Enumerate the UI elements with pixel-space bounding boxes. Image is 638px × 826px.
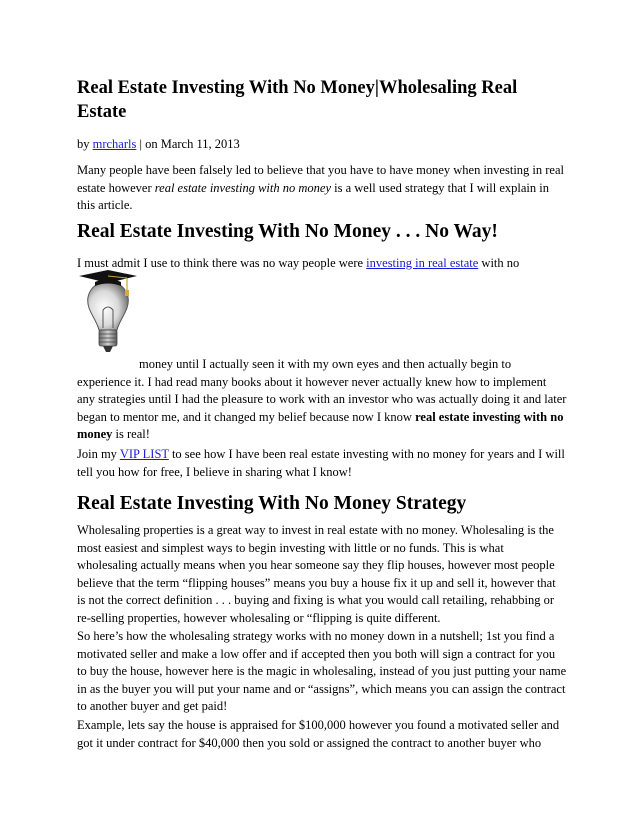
section-heading-strategy: Real Estate Investing With No Money Strategy (77, 493, 467, 514)
section1-text: I must admit I use to think there was no way people were (77, 256, 367, 270)
section1-paragraph (77, 356, 567, 444)
vip-text-end: to see how I have been real estate investing with no money for years and I will tell you how for free, I believe in sharing what I know! (77, 447, 565, 479)
intro-text-end: is a well used strategy that I will explain in this article. (77, 180, 550, 212)
section1-bold: real estate investing with no money (77, 409, 564, 441)
section1-body: money until I actually seen it with my own eyes and then actually begin to experience it. I had read many books about it however never actually knew how to implement any strategies until I had the pleasure to work with an investor who was actually doing it and later began to mentor me, and it changed my belief because now I know (77, 357, 567, 424)
intro-text: Many people have been falsely led to believe that you have to have money when investing in real estate however (77, 163, 564, 195)
vip-text: Join my (77, 447, 120, 461)
section-heading-no-way: Real Estate Investing With No Money . . . No Way! (77, 221, 498, 242)
strategy-paragraph-2: So here’s how the wholesaling strategy works with no money down in a nutshell; 1st you find a motivated seller and make a low offer and if accepted then you both will sign a contract for you to buy the house, however here is the magic in wholesaling, instead of you just putting your name in as the buyer you will put your name and or “assigns”, which means you can assign the contract to another buyer and get paid! (77, 629, 567, 713)
investing-link[interactable]: investing in real estate (366, 256, 479, 270)
vip-paragraph (77, 446, 567, 481)
author-link[interactable]: mrcharls (92, 137, 137, 151)
byline-date: | on March 11, 2013 (136, 137, 240, 151)
strategy-paragraph-3: Example, lets say the house is appraised for $100,000 however you found a motivated seller and got it under contract for $40,000 then you sold or assigned the contract to another buyer who (77, 718, 560, 750)
intro-paragraph (77, 162, 567, 215)
section1-body-end: is real! (112, 427, 150, 441)
strategy-paragraph-1: Wholesaling properties is a great way to invest in real estate with no money. Wholesaling is the most easiest and simplest ways to begin investing with little or no funds. This is what wholesaling actually means when you hear someone say they flip houses, however most people believe that the term “flipping houses” means you buy a house fix it up and sell it, however that is not the correct definition . . . buying and fixing is what you would call retailing, rehabbing or re-selling properties, however wholesaling or “flipping is quite different. (77, 523, 556, 625)
byline (77, 136, 240, 152)
lightbulb-graduation-cap-icon (77, 270, 139, 358)
section1-first-line (77, 255, 567, 273)
page-title: Real Estate Investing With No Money|Wholesaling Real Estate (77, 78, 518, 122)
byline-by: by (77, 137, 93, 151)
section1-text-end: with no (478, 256, 520, 270)
intro-italic: real estate investing with no money (154, 180, 331, 195)
vip-list-link[interactable]: VIP LIST (119, 447, 169, 461)
